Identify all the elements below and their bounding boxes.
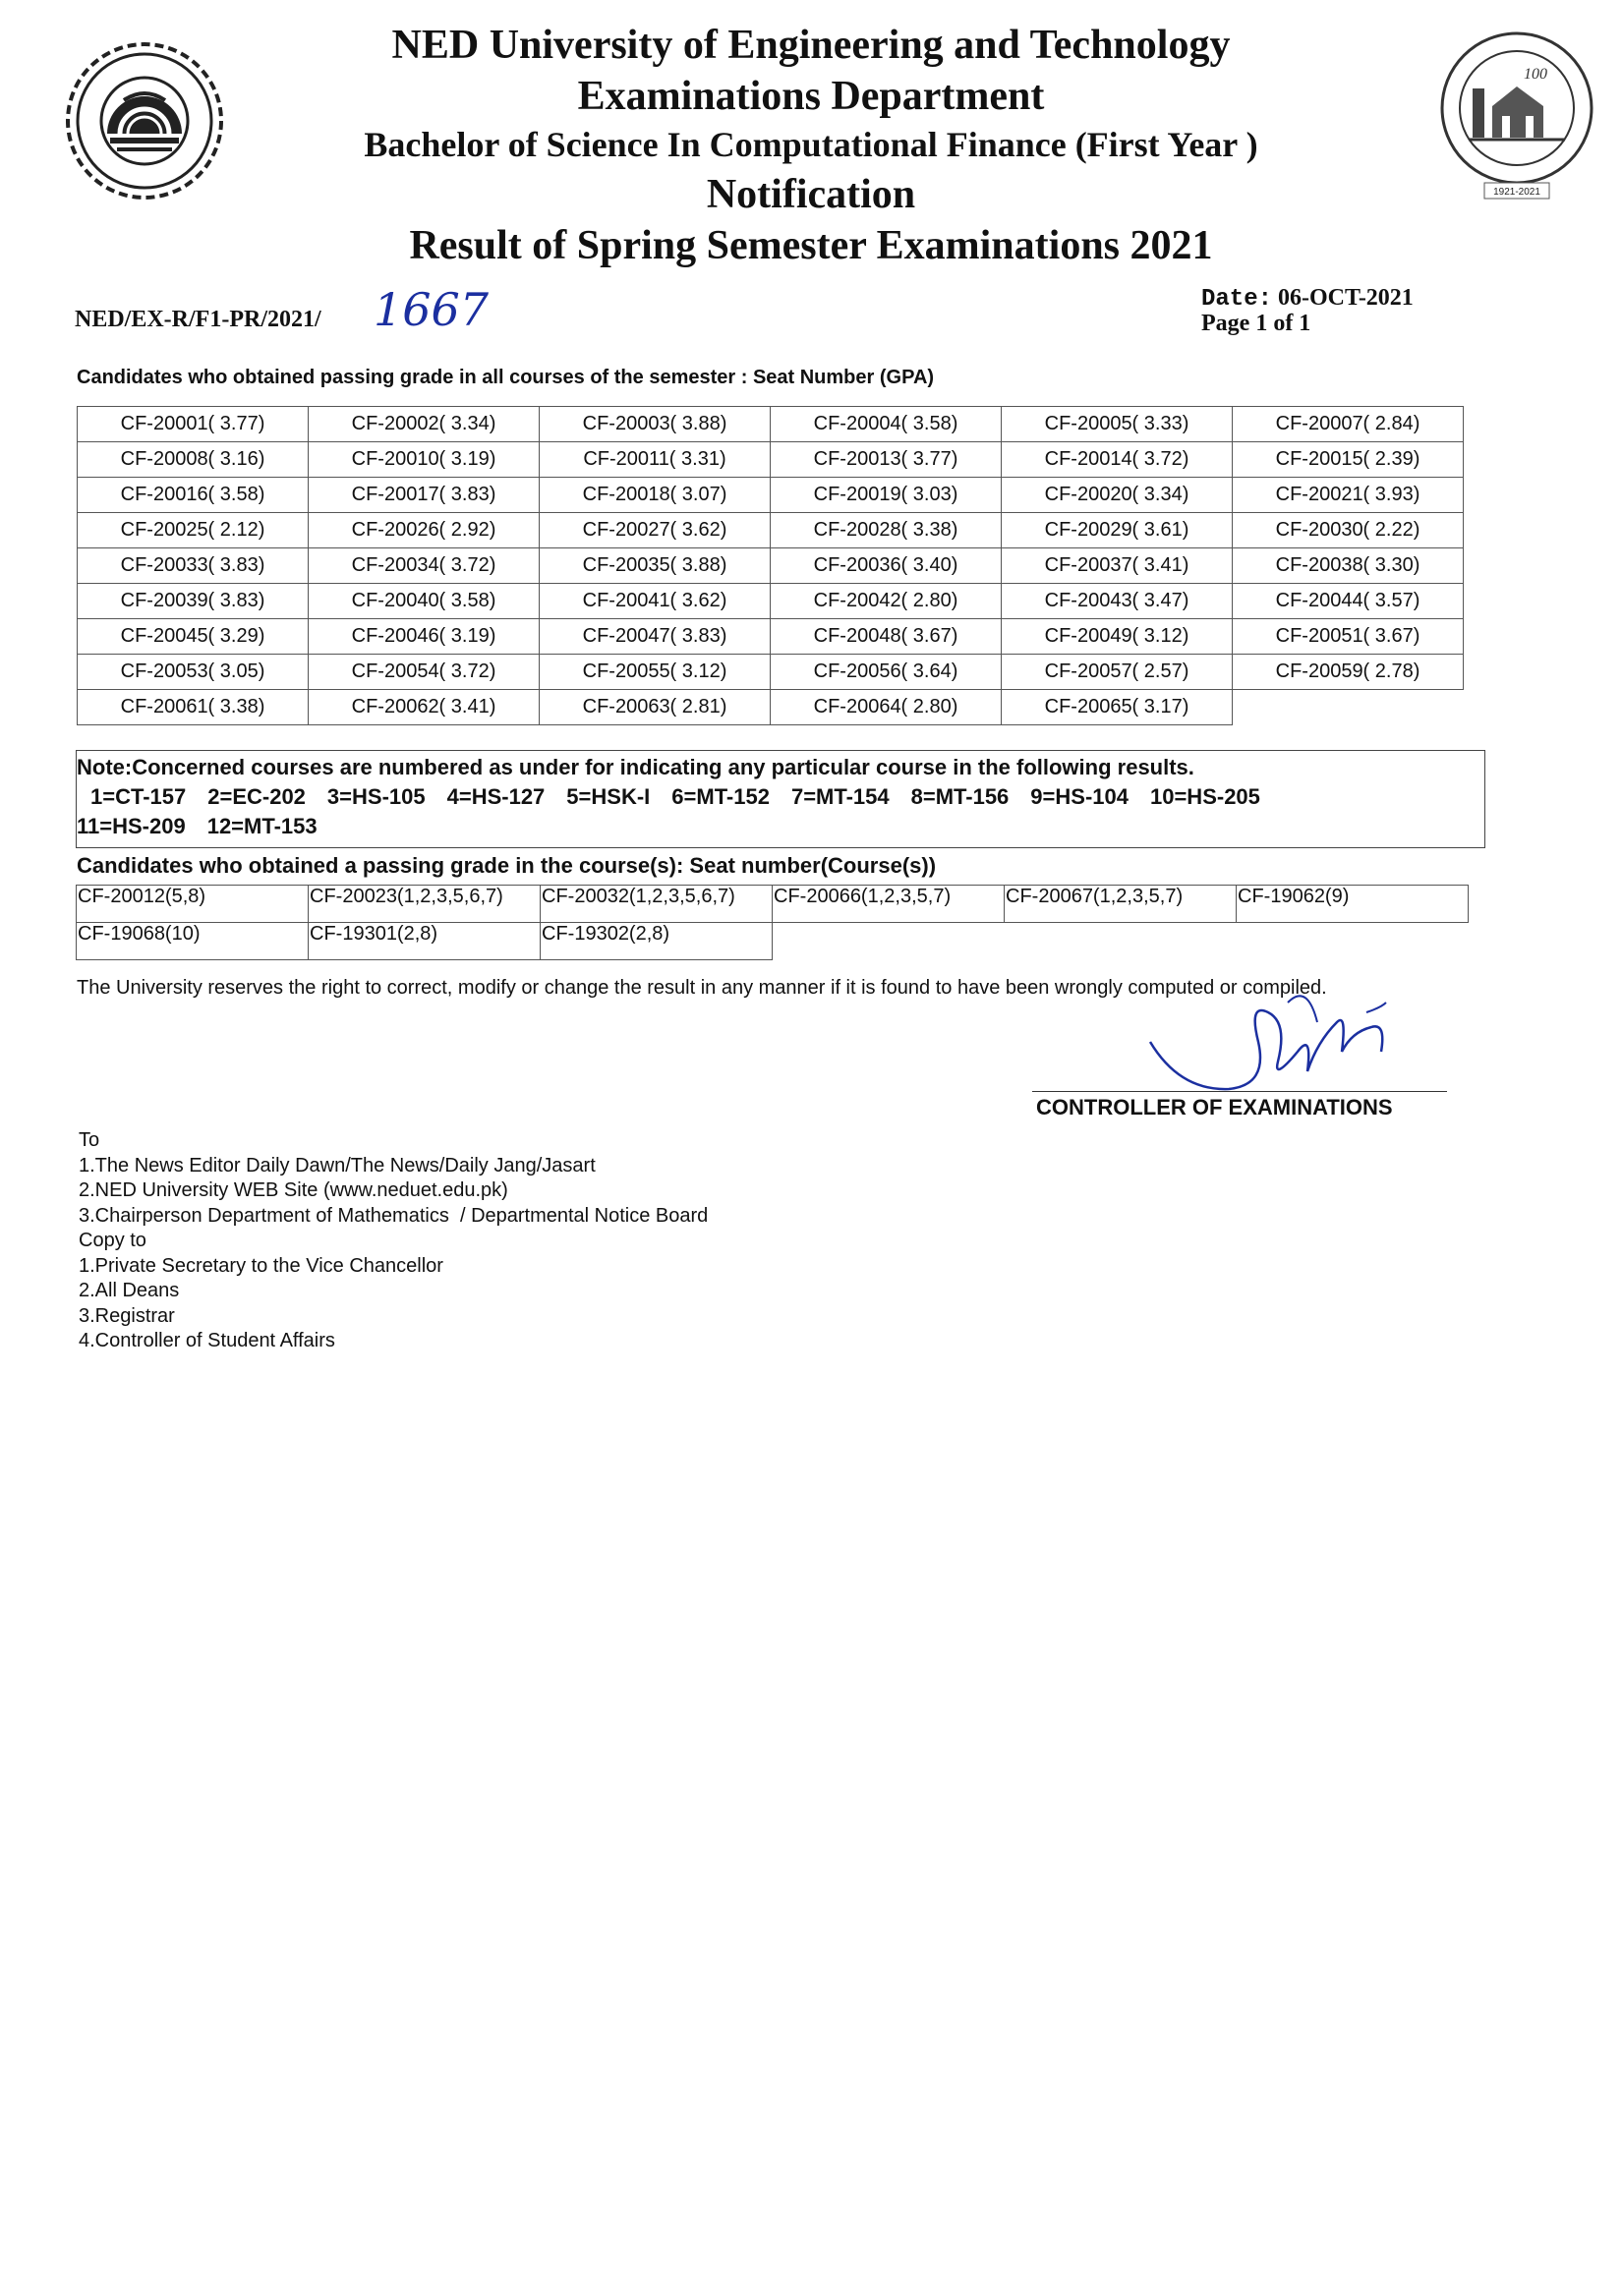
centenary-seal-icon [1433, 29, 1600, 202]
table-cell: CF-20011( 3.31) [540, 442, 771, 478]
table-cell: CF-20033( 3.83) [78, 548, 309, 584]
table-cell: CF-20042( 2.80) [771, 584, 1002, 619]
university-name: NED University of Engineering and Technology [391, 23, 1231, 68]
date-label: Date: [1201, 286, 1273, 313]
distribution-item: 3.Chairperson Department of Mathematics / Departmental Notice Board [79, 1204, 709, 1227]
table-row [78, 478, 1464, 513]
course-codes-line-2 [77, 812, 1484, 841]
table-cell: CF-20019( 3.03) [771, 478, 1002, 513]
table-row [78, 548, 1464, 584]
course-code: 11=HS-209 [77, 814, 186, 838]
table-cell: CF-20038( 3.30) [1233, 548, 1464, 584]
course-codes-note [76, 750, 1485, 848]
table-cell: CF-20041( 3.62) [540, 584, 771, 619]
date-value: 06-OCT-2021 [1278, 285, 1414, 311]
table-row [77, 923, 1469, 960]
course-code: 12=MT-153 [206, 814, 318, 838]
table-row [78, 584, 1464, 619]
course-codes-list [77, 782, 1484, 841]
distribution-item: 4.Controller of Student Affairs [79, 1330, 335, 1351]
table-cell: CF-20017( 3.83) [309, 478, 540, 513]
table-cell: CF-20018( 3.07) [540, 478, 771, 513]
reference-number: NED/EX-R/F1-PR/2021/ [75, 307, 321, 332]
note-text: Note:Concerned courses are numbered as under for indicating any particular course in the following results. [77, 755, 1194, 779]
department-name: Examinations Department [577, 74, 1045, 119]
table-cell: CF-20029( 3.61) [1002, 513, 1233, 548]
table-cell: CF-20047( 3.83) [540, 619, 771, 655]
controller-title: CONTROLLER OF EXAMINATIONS [1036, 1095, 1393, 1119]
table-cell: CF-20016( 3.58) [78, 478, 309, 513]
table-cell: CF-20037( 3.41) [1002, 548, 1233, 584]
distribution-item: 1.Private Secretary to the Vice Chancellor [79, 1254, 443, 1277]
table-cell: CF-20054( 3.72) [309, 655, 540, 690]
table-cell: CF-20004( 3.58) [771, 407, 1002, 442]
table-cell: CF-20065( 3.17) [1002, 690, 1233, 725]
table-cell: CF-20059( 2.78) [1233, 655, 1464, 690]
table-cell [773, 923, 1005, 960]
table-cell: CF-20013( 3.77) [771, 442, 1002, 478]
course-code: 2=EC-202 [207, 784, 306, 809]
table-cell: CF-20034( 3.72) [309, 548, 540, 584]
table-cell: CF-19302(2,8) [541, 923, 773, 960]
distribution-item: 2.NED University WEB Site (www.neduet.edu.pk) [79, 1179, 508, 1201]
course-code: 9=HS-104 [1030, 784, 1129, 809]
signature-line [1032, 1091, 1447, 1092]
table-cell: CF-20051( 3.67) [1233, 619, 1464, 655]
table-cell: CF-19068(10) [77, 923, 309, 960]
table-row [78, 690, 1464, 725]
table-cell: CF-20020( 3.34) [1002, 478, 1233, 513]
table-cell: CF-20062( 3.41) [309, 690, 540, 725]
table-cell: CF-20026( 2.92) [309, 513, 540, 548]
program-title: Bachelor of Science In Computational Finance (First Year ) [364, 125, 1258, 164]
table-cell [1233, 690, 1464, 725]
table-row [78, 442, 1464, 478]
table-cell: CF-20021( 3.93) [1233, 478, 1464, 513]
distribution-item: Copy to [79, 1230, 146, 1251]
table-cell: CF-20007( 2.84) [1233, 407, 1464, 442]
table-cell: CF-20043( 3.47) [1002, 584, 1233, 619]
table-cell: CF-20044( 3.57) [1233, 584, 1464, 619]
course-code: 7=MT-154 [790, 784, 890, 809]
page-number: Page 1 of 1 [1201, 311, 1311, 336]
table-row [78, 513, 1464, 548]
table-cell: CF-20061( 3.38) [78, 690, 309, 725]
ned-university-seal-icon [63, 39, 226, 202]
distribution-item: 1.The News Editor Daily Dawn/The News/Daily Jang/Jasart [79, 1154, 596, 1177]
table-cell: CF-20036( 3.40) [771, 548, 1002, 584]
table-cell: CF-20046( 3.19) [309, 619, 540, 655]
table-cell: CF-20056( 3.64) [771, 655, 1002, 690]
disclaimer-text: The University reserves the right to correct, modify or change the result in any manner if it is found to have been wrongly computed or compiled. [77, 977, 1327, 999]
table-cell [1005, 923, 1237, 960]
table-row [78, 407, 1464, 442]
table-cell: CF-20028( 3.38) [771, 513, 1002, 548]
centenary-number: 100 [1524, 66, 1547, 83]
table-cell: CF-20014( 3.72) [1002, 442, 1233, 478]
table-cell: CF-20066(1,2,3,5,7) [773, 886, 1005, 923]
table-cell: CF-20048( 3.67) [771, 619, 1002, 655]
table-cell: CF-19062(9) [1237, 886, 1469, 923]
centenary-years: 1921-2021 [1493, 187, 1540, 198]
table-cell: CF-20002( 3.34) [309, 407, 540, 442]
course-code: 10=HS-205 [1149, 784, 1260, 809]
table-cell: CF-20040( 3.58) [309, 584, 540, 619]
table-cell: CF-20057( 2.57) [1002, 655, 1233, 690]
table-cell: CF-20010( 3.19) [309, 442, 540, 478]
table-cell: CF-20005( 3.33) [1002, 407, 1233, 442]
distribution-list [79, 1128, 708, 1354]
notification-title: Notification [706, 172, 916, 217]
course-code: 4=HS-127 [446, 784, 546, 809]
table-cell: CF-20049( 3.12) [1002, 619, 1233, 655]
table-row [78, 655, 1464, 690]
table-cell: CF-20032(1,2,3,5,6,7) [541, 886, 773, 923]
table-cell: CF-20053( 3.05) [78, 655, 309, 690]
distribution-item: To [79, 1129, 100, 1151]
table-cell: CF-20045( 3.29) [78, 619, 309, 655]
course-results-table [76, 885, 1469, 960]
course-code: 3=HS-105 [326, 784, 426, 809]
table-cell: CF-20008( 3.16) [78, 442, 309, 478]
course-section-heading: Candidates who obtained a passing grade in the course(s): Seat number(Course(s)) [77, 853, 937, 878]
table-cell: CF-20027( 3.62) [540, 513, 771, 548]
table-cell: CF-20030( 2.22) [1233, 513, 1464, 548]
table-row [78, 619, 1464, 655]
course-code: 6=MT-152 [671, 784, 770, 809]
gpa-results-table [77, 406, 1464, 725]
table-cell [1237, 923, 1469, 960]
table-cell: CF-19301(2,8) [309, 923, 541, 960]
table-cell: CF-20003( 3.88) [540, 407, 771, 442]
table-cell: CF-20067(1,2,3,5,7) [1005, 886, 1237, 923]
course-codes-line-1 [90, 782, 1484, 812]
gpa-section-heading: Candidates who obtained passing grade in all courses of the semester : Seat Number (GPA) [77, 367, 935, 388]
distribution-item: 3.Registrar [79, 1304, 175, 1327]
table-cell: CF-20039( 3.83) [78, 584, 309, 619]
table-cell: CF-20055( 3.12) [540, 655, 771, 690]
table-cell: CF-20001( 3.77) [78, 407, 309, 442]
table-cell: CF-20025( 2.12) [78, 513, 309, 548]
course-code: 8=MT-156 [910, 784, 1010, 809]
handwritten-signature [1140, 983, 1435, 1101]
table-cell: CF-20012(5,8) [77, 886, 309, 923]
result-title: Result of Spring Semester Examinations 2021 [409, 223, 1213, 268]
course-code: 5=HSK-I [566, 784, 651, 809]
table-row [77, 886, 1469, 923]
table-cell: CF-20064( 2.80) [771, 690, 1002, 725]
table-cell: CF-20015( 2.39) [1233, 442, 1464, 478]
handwritten-reference: 1667 [374, 283, 490, 336]
course-code: 1=CT-157 [90, 784, 187, 809]
table-cell: CF-20035( 3.88) [540, 548, 771, 584]
table-cell: CF-20063( 2.81) [540, 690, 771, 725]
table-cell: CF-20023(1,2,3,5,6,7) [309, 886, 541, 923]
distribution-item: 2.All Deans [79, 1280, 180, 1301]
notice-date [1201, 285, 1414, 313]
